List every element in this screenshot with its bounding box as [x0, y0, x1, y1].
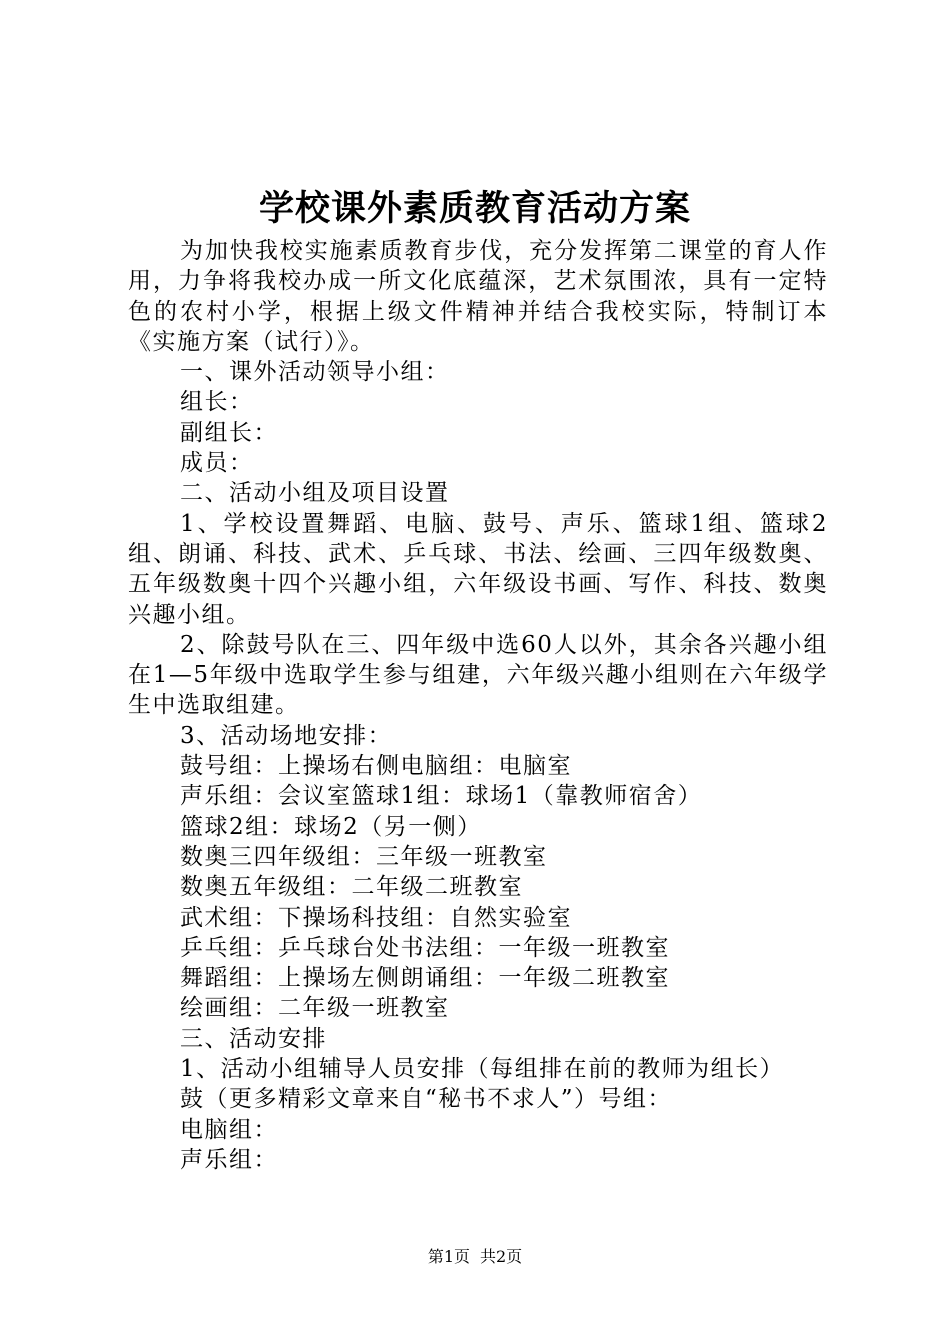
section-heading-leadership: 一、课外活动领导小组：: [180, 359, 450, 386]
venue-line: 篮球2组：球场2（另一侧）: [180, 813, 482, 840]
section-heading-arrangement: 三、活动安排: [180, 1025, 327, 1052]
computer-group-line: 电脑组：: [180, 1116, 278, 1143]
venue-line: 数奥五年级组：二年级二班教室: [180, 874, 523, 901]
document-body: [128, 236, 828, 1175]
venue-line: 武术组：下操场科技组：自然实验室: [180, 904, 572, 931]
page-footer: [0, 1246, 950, 1268]
venue-line: 舞蹈组：上操场左侧朗诵组：一年级二班教室: [180, 965, 670, 992]
venue-line: 声乐组：会议室篮球1组：球场1（靠教师宿舍）: [180, 783, 703, 810]
venue-line: 数奥三四年级组：三年级一班教室: [180, 843, 548, 870]
drum-group-line: 鼓（更多精彩文章来自“秘书不求人”）号组：: [180, 1086, 673, 1113]
section-heading-groups: 二、活动小组及项目设置: [180, 480, 450, 507]
venue-line: 绘画组：二年级一班教室: [180, 995, 450, 1022]
arrangement-1-line: 1、活动小组辅导人员安排（每组排在前的教师为组长）: [180, 1056, 785, 1083]
members-line: 成员：: [180, 450, 254, 477]
intro-paragraph: 为加快我校实施素质教育步伐，充分发挥第二课堂的育人作用，力争将我校办成一所文化底蕴深，艺术氛围浓，具有一定特色的农村小学，根据上级文件精神并结合我校实际，特制订本《实施方案（试行）》。: [128, 238, 828, 355]
item-2-paragraph: 2、除鼓号队在三、四年级中选60人以外，其余各兴趣小组在1—5年级中选取学生参与组建，六年级兴趣小组则在六年级学生中选取组建。: [128, 631, 828, 719]
page-total: 共2页: [480, 1247, 523, 1266]
page-number: 第1页: [427, 1247, 470, 1266]
venue-line: 乒乓组：乒乓球台处书法组：一年级一班教室: [180, 934, 670, 961]
venue-line: 鼓号组：上操场右侧电脑组：电脑室: [180, 753, 572, 780]
vice-leader-line: 副组长：: [180, 419, 278, 446]
vocal-group-line: 声乐组：: [180, 1146, 278, 1173]
leader-line: 组长：: [180, 389, 254, 416]
item-3-heading: 3、活动场地安排：: [180, 722, 393, 749]
item-1-paragraph: 1、学校设置舞蹈、电脑、鼓号、声乐、篮球1组、篮球2组、朗诵、科技、武术、乒乓球、书法、绘画、三四年级数奥、五年级数奥十四个兴趣小组，六年级设书画、写作、科技、数奥兴趣小组。: [128, 510, 828, 628]
document-title: 学校课外素质教育活动方案: [258, 188, 691, 229]
